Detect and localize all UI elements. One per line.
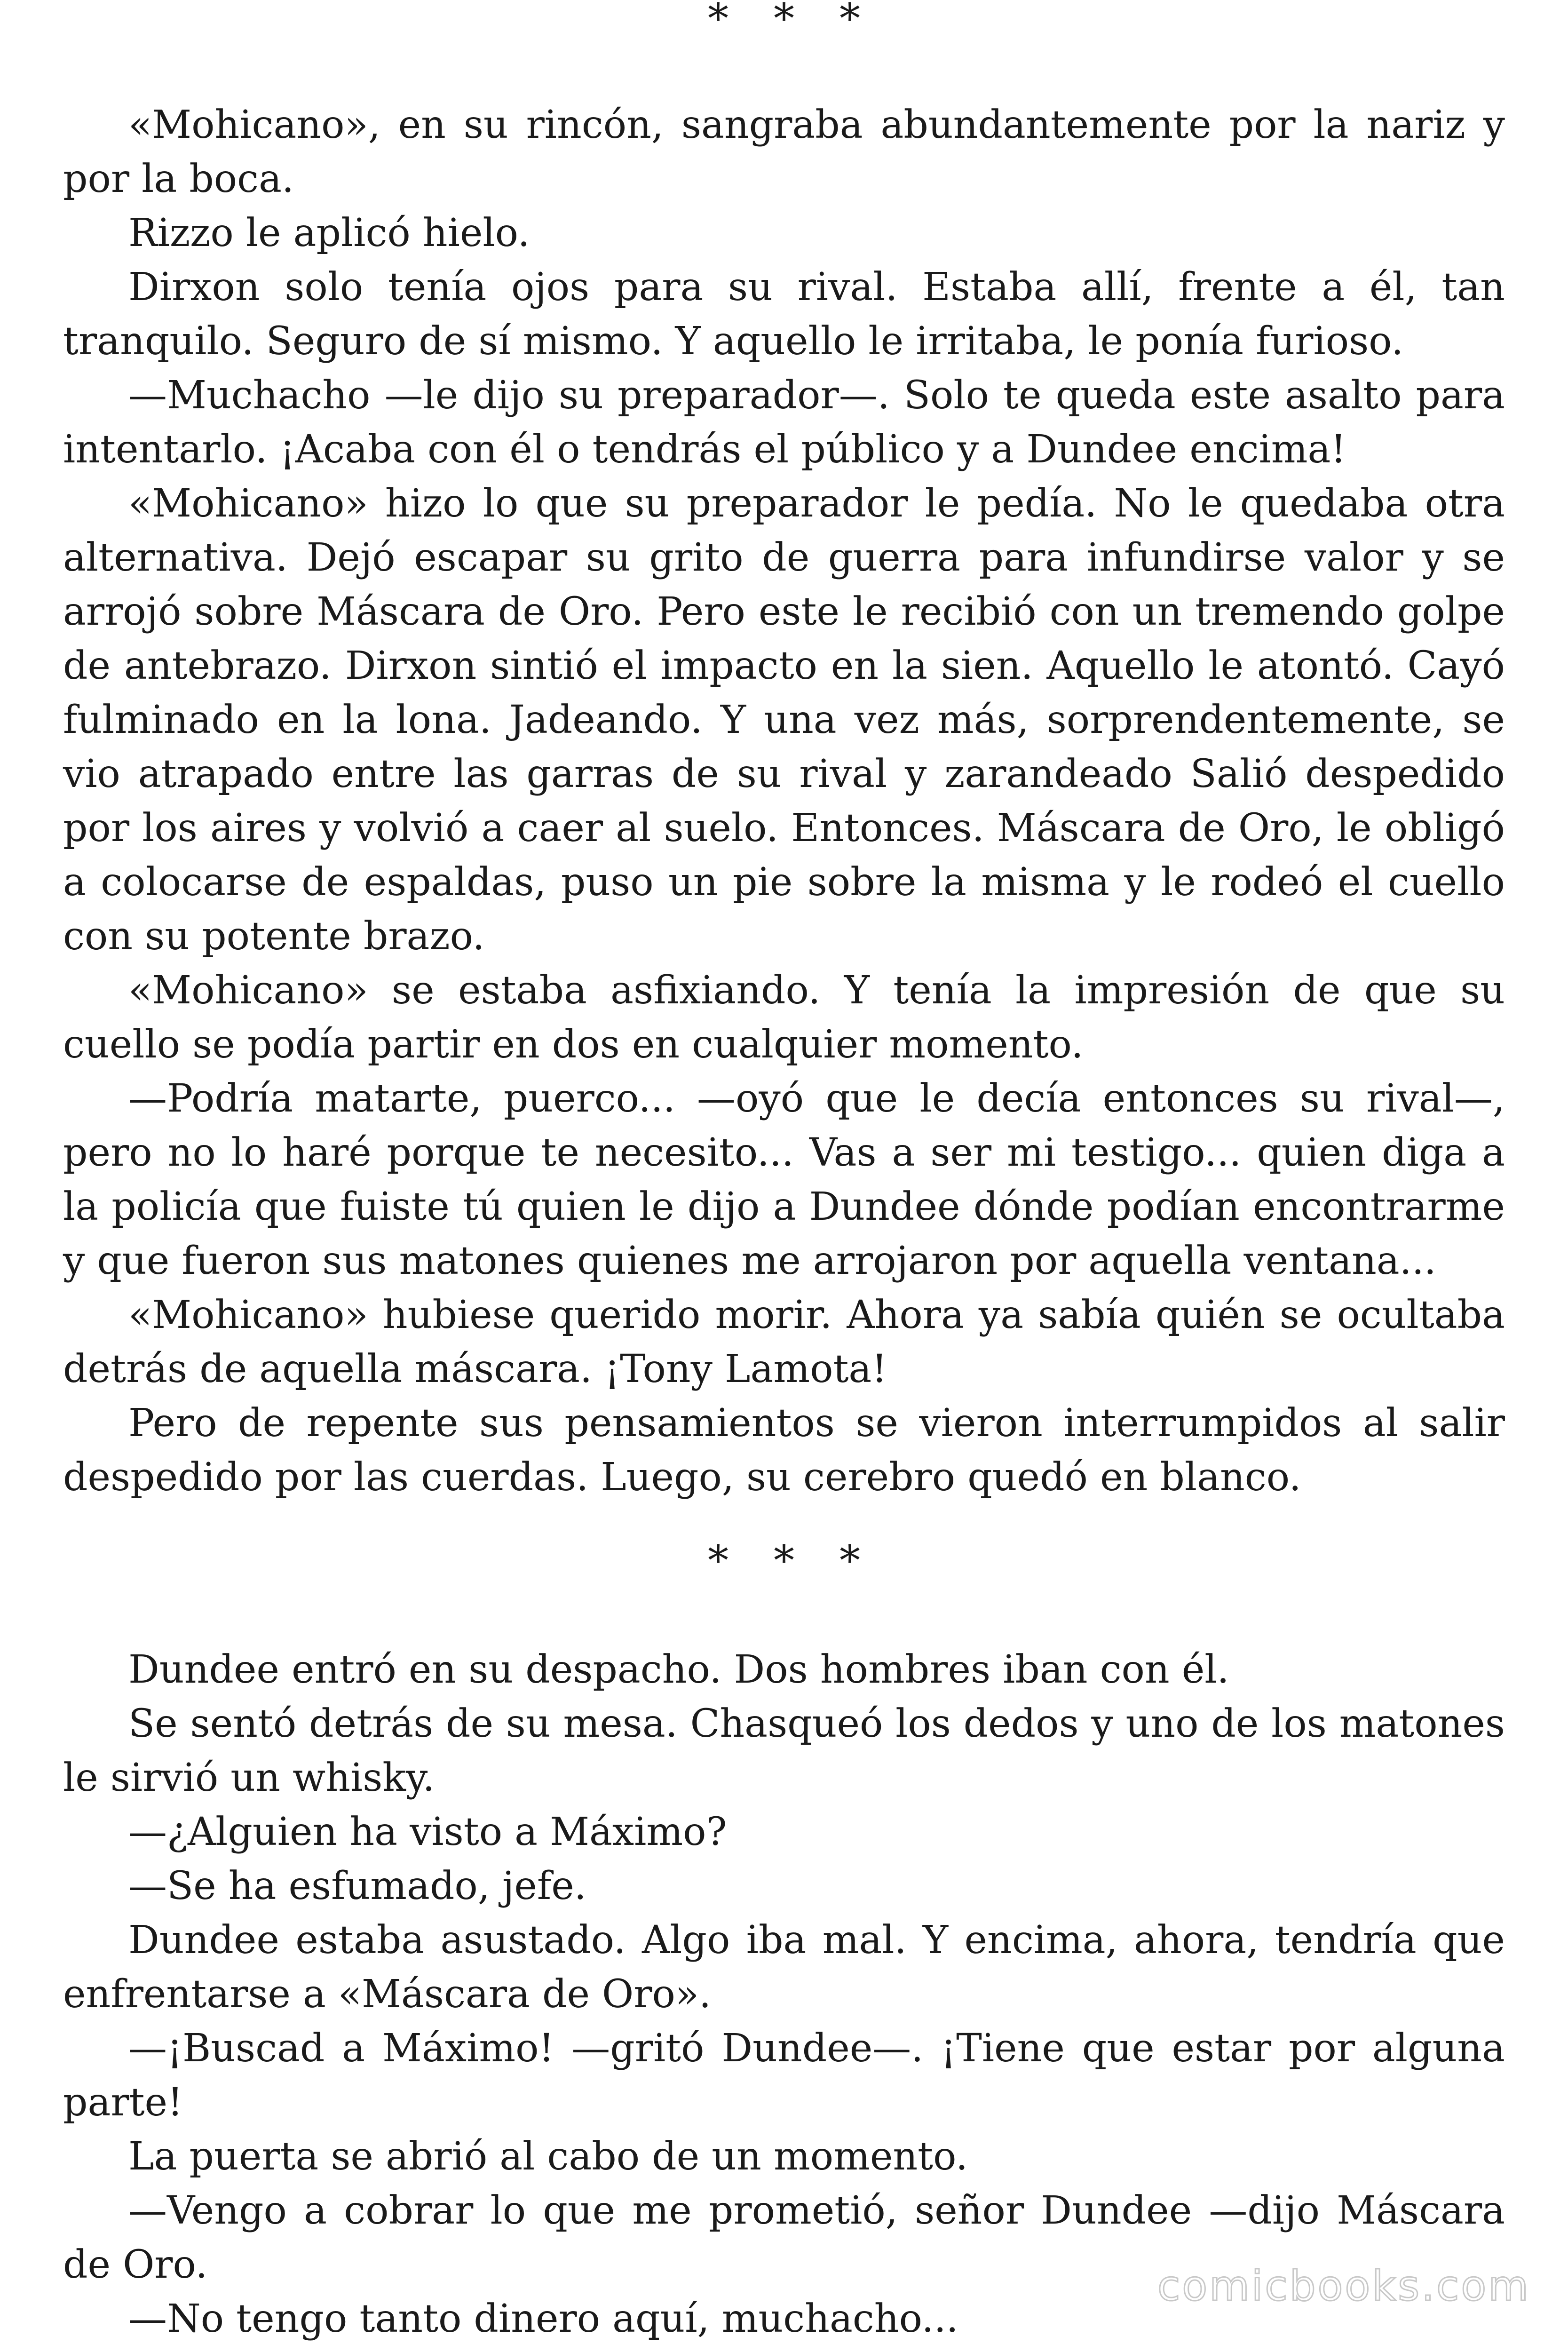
paragraph: Pero de repente sus pensamientos se vieron interrumpidos al salir despedido por las cuerdas. Luego, su cerebro quedó en blanco. (63, 1401, 1505, 1500)
text-section-2 (63, 1643, 1505, 2346)
paragraph: —¿Alguien ha visto a Máximo? (128, 1810, 727, 1854)
section-separator-top: * * * (708, 0, 876, 43)
paragraph: —¡Buscad a Máximo! —gritó Dundee—. ¡Tiene que estar por alguna parte! (63, 2026, 1505, 2125)
paragraph: Dundee entró en su despacho. Dos hombres iban con él. (128, 1647, 1229, 1692)
paragraph: —Se ha esfumado, jefe. (128, 1864, 586, 1908)
paragraph: La puerta se abrió al cabo de un momento. (128, 2134, 968, 2179)
paragraph: —Vengo a cobrar lo que me prometió, señor Dundee —dijo Máscara de Oro. (63, 2188, 1505, 2287)
paragraph: Dundee estaba asustado. Algo iba mal. Y encima, ahora, tendría que enfrentarse a «Máscara de Oro». (63, 1918, 1505, 2017)
text-section-1 (63, 98, 1505, 1504)
paragraph: Se sentó detrás de su mesa. Chasqueó los dedos y uno de los matones le sirvió un whisky. (63, 1701, 1505, 1800)
watermark: comicbooks.com (1157, 2262, 1530, 2310)
paragraph: Dirxon solo tenía ojos para su rival. Estaba allí, frente a él, tan tranquilo. Seguro de sí mismo. Y aquello le irritaba, le ponía furioso. (63, 265, 1505, 364)
paragraph: «Mohicano» hizo lo que su preparador le pedía. No le quedaba otra alternativa. Dejó escapar su grito de guerra para infundirse valor y se arrojó sobre Máscara de Oro. Pero este le recibió con un tremendo golpe de antebrazo. Dirxon sintió el impacto en la sien. Aquello le atontó. Cayó fulminado en la lona. Jadeando. Y una vez más, sorprendentemente, se vio atrapado entre las garras de su rival y zarandeado Salió despedido por los aires y volvió a caer al suelo. Entonces. Máscara de Oro, le obligó a colocarse de espaldas, puso un pie sobre la misma y le rodeó el cuello con su potente brazo. (63, 481, 1505, 959)
paragraph: «Mohicano», en su rincón, sangraba abundantemente por la nariz y por la boca. (63, 103, 1505, 201)
paragraph: Rizzo le aplicó hielo. (128, 211, 530, 255)
paragraph: «Mohicano» hubiese querido morir. Ahora ya sabía quién se ocultaba detrás de aquella máscara. ¡Tony Lamota! (63, 1293, 1505, 1391)
paragraph: —Muchacho —le dijo su preparador—. Solo te queda este asalto para intentarlo. ¡Acaba con él o tendrás el público y a Dundee encima! (63, 373, 1505, 472)
paragraph: —Podría matarte, puerco... —oyó que le decía entonces su rival—, pero no lo haré porque te necesito... Vas a ser mi testigo... quien diga a la policía que fuiste tú quien le dijo a Dundee dónde podían encontrarme y que fueron sus matones quienes me arrojaron por aquella ventana... (63, 1076, 1505, 1283)
book-page (63, 0, 1505, 2352)
paragraph: —No tengo tanto dinero aquí, muchacho... (128, 2296, 958, 2341)
paragraph: «Mohicano» se estaba asfixiando. Y tenía la impresión de que su cuello se podía partir en dos en cualquier momento. (63, 968, 1505, 1067)
section-separator: * * * (708, 1536, 876, 1585)
